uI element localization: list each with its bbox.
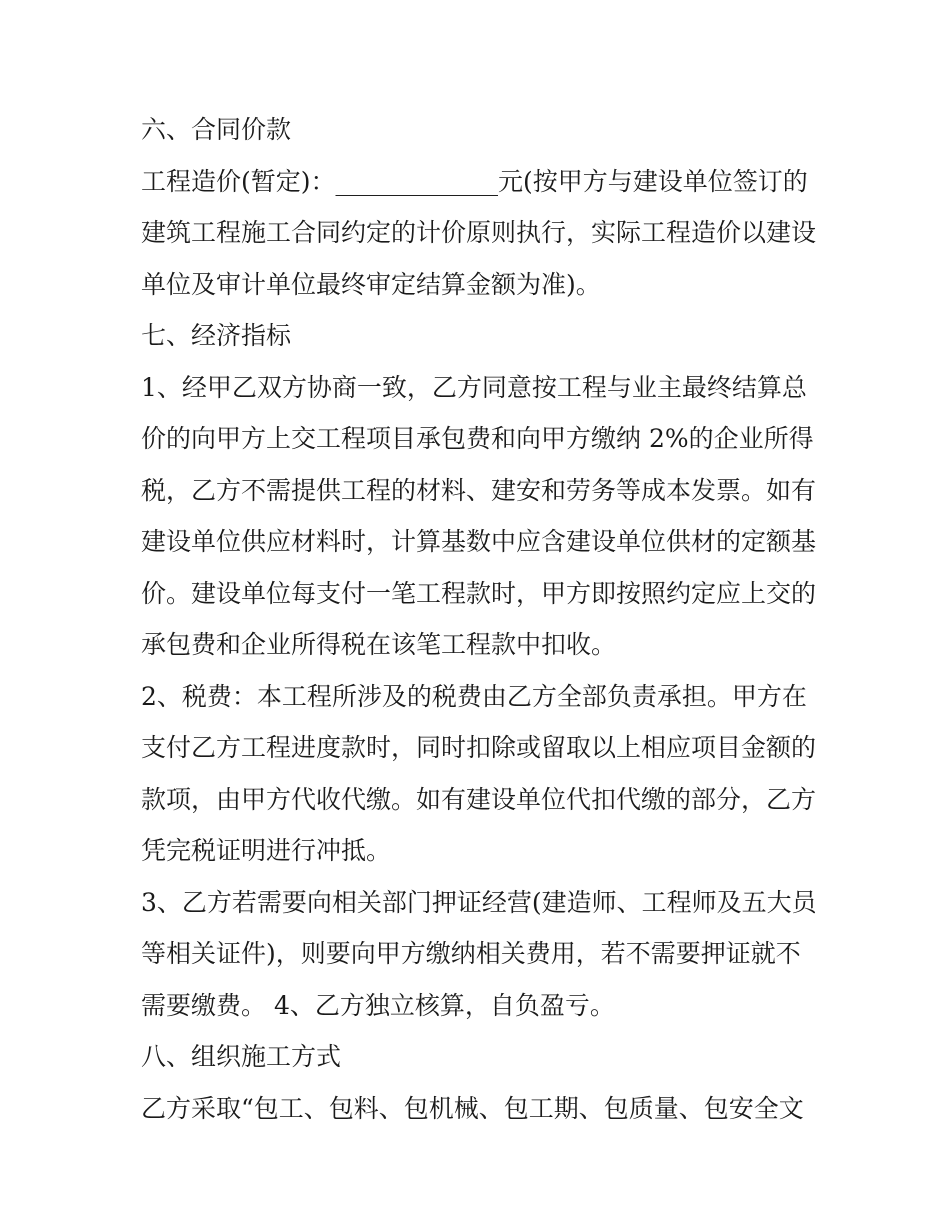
paragraph-line: 1、经甲乙双方协商一致，乙方同意按工程与业主最终结算总	[141, 372, 807, 402]
paragraph-line: 凭完税证明进行冲抵。	[141, 836, 392, 865]
paragraph-line: 建筑工程施工合同约定的计价原则执行，实际工程造价以建设	[141, 218, 817, 247]
paragraph-line: 款项，由甲方代收代缴。如有建设单位代扣代缴的部分，乙方	[141, 784, 817, 814]
document-body	[141, 104, 821, 1134]
paragraph-line: 等相关证件)，则要向甲方缴纳相关费用，若不需要押证就不	[141, 939, 801, 968]
paragraph-line: 乙方采取“包工、包料、包机械、包工期、包质量、包安全文	[141, 1093, 804, 1123]
paragraph-line: 价。建设单位每支付一笔工程款时，甲方即按照约定应上交的	[141, 578, 817, 608]
paragraph-line: 2、税费：本工程所涉及的税费由乙方全部负责承担。甲方在	[141, 681, 807, 711]
section-heading-construction-method: 八、组织施工方式	[141, 1042, 342, 1071]
section-heading-contract-price: 六、合同价款	[141, 115, 292, 144]
paragraph-line: 需要缴费。 4、乙方独立核算，自负盈亏。	[141, 990, 615, 1020]
paragraph-line: 承包费和企业所得税在该笔工程款中扣收。	[141, 630, 617, 659]
paragraph-line: 支付乙方工程进度款时，同时扣除或留取以上相应项目金额的	[141, 733, 817, 762]
paragraph-line: 建设单位供应材料时，计算基数中应含建设单位供材的定额基	[141, 527, 817, 556]
paragraph-line: 单位及审计单位最终审定结算金额为准)。	[141, 269, 601, 299]
section-heading-economic-indicators: 七、经济指标	[141, 321, 292, 350]
paragraph-line: 税，乙方不需提供工程的材料、建安和劳务等成本发票。如有	[141, 475, 817, 505]
paragraph-line: 价的向甲方上交工程项目承包费和向甲方缴纳 2%的企业所得	[141, 424, 814, 453]
paragraph-line: 工程造价(暂定)：_____________元(按甲方与建设单位签订的	[141, 166, 808, 196]
paragraph-line: 3、乙方若需要向相关部门押证经营(建造师、工程师及五大员	[141, 887, 817, 917]
